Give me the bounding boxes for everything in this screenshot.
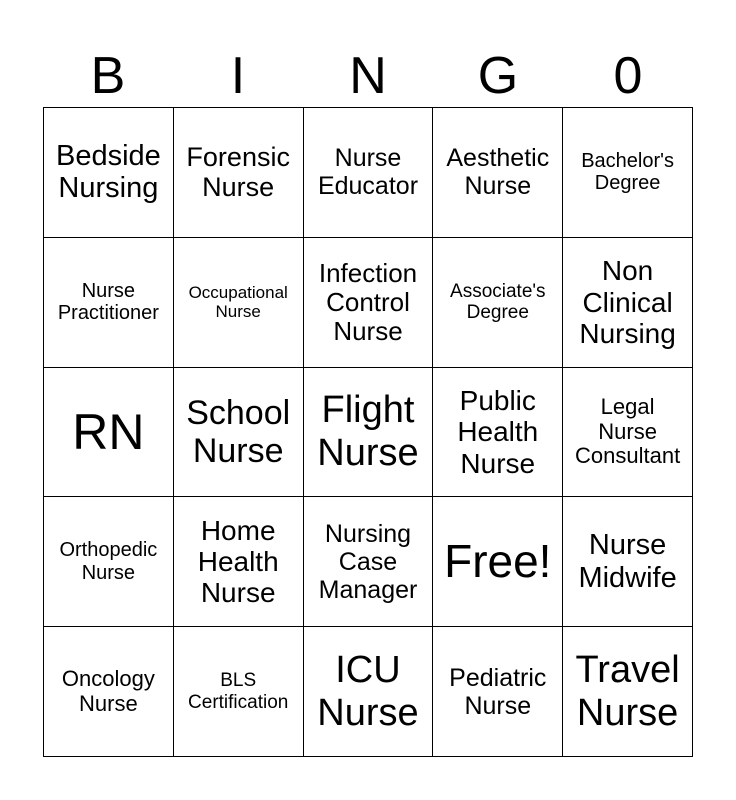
bingo-cell[interactable]	[174, 627, 304, 757]
bingo-cell[interactable]	[174, 238, 304, 368]
bingo-cell[interactable]	[174, 108, 304, 238]
bingo-cell[interactable]	[563, 238, 693, 368]
bingo-cell[interactable]	[563, 368, 693, 498]
bingo-cell[interactable]	[433, 368, 563, 498]
bingo-board	[43, 107, 693, 757]
cell-label: Associate's Degree	[450, 280, 546, 324]
cell-label: BLS Certification	[188, 670, 289, 713]
header-letter-b: B	[90, 47, 126, 105]
cell-label: Nurse Practitioner	[57, 279, 159, 325]
cell-label: Occupational Nurse	[188, 283, 288, 322]
bingo-cell[interactable]	[304, 238, 434, 368]
bingo-cell-free[interactable]	[433, 497, 563, 627]
bingo-cell[interactable]	[304, 627, 434, 757]
cell-label: Legal Nurse Consultant	[575, 394, 681, 469]
bingo-cell[interactable]	[433, 108, 563, 238]
cell-label: Oncology Nurse	[61, 665, 155, 716]
cell-label: Flight Nurse	[317, 389, 419, 474]
cell-label: Nursing Case Manager	[318, 519, 418, 604]
bingo-cell[interactable]	[304, 368, 434, 498]
cell-label: RN	[72, 403, 145, 460]
cell-label: School Nurse	[186, 393, 291, 470]
bingo-cell[interactable]	[174, 497, 304, 627]
cell-label: Orthopedic Nurse	[59, 539, 158, 584]
bingo-cell[interactable]	[44, 368, 174, 498]
cell-label: Home Health Nurse	[197, 514, 279, 609]
bingo-cell[interactable]	[304, 497, 434, 627]
bingo-cell[interactable]	[44, 108, 174, 238]
bingo-header	[43, 44, 693, 108]
bingo-cell[interactable]	[174, 368, 304, 498]
cell-label: Public Health Nurse	[457, 384, 539, 479]
bingo-cell[interactable]	[563, 627, 693, 757]
cell-label: Bachelor's Degree	[581, 150, 674, 195]
header-letter-o: 0	[613, 47, 643, 105]
cell-label: Forensic Nurse	[186, 142, 290, 203]
bingo-cell[interactable]	[44, 497, 174, 627]
header-letter-i: I	[230, 47, 246, 105]
cell-label: Free!	[444, 535, 552, 588]
cell-label: Aesthetic Nurse	[446, 144, 550, 201]
bingo-cell[interactable]	[563, 497, 693, 627]
cell-label: Infection Control Nurse	[318, 257, 418, 346]
bingo-cell[interactable]	[433, 238, 563, 368]
cell-label: Non Clinical Nursing	[579, 255, 676, 349]
header-letter-n: N	[349, 47, 387, 105]
cell-label: Nurse Midwife	[578, 529, 677, 594]
cell-label: Nurse Educator	[317, 144, 419, 201]
bingo-cell[interactable]	[563, 108, 693, 238]
cell-label: Bedside Nursing	[55, 139, 161, 205]
header-letter-g: G	[477, 47, 519, 105]
bingo-cell[interactable]	[304, 108, 434, 238]
cell-label: Pediatric Nurse	[449, 663, 547, 720]
cell-label: ICU Nurse	[317, 649, 419, 734]
cell-label: Travel Nurse	[575, 649, 680, 734]
bingo-cell[interactable]	[44, 238, 174, 368]
bingo-cell[interactable]	[44, 627, 174, 757]
bingo-cell[interactable]	[433, 627, 563, 757]
